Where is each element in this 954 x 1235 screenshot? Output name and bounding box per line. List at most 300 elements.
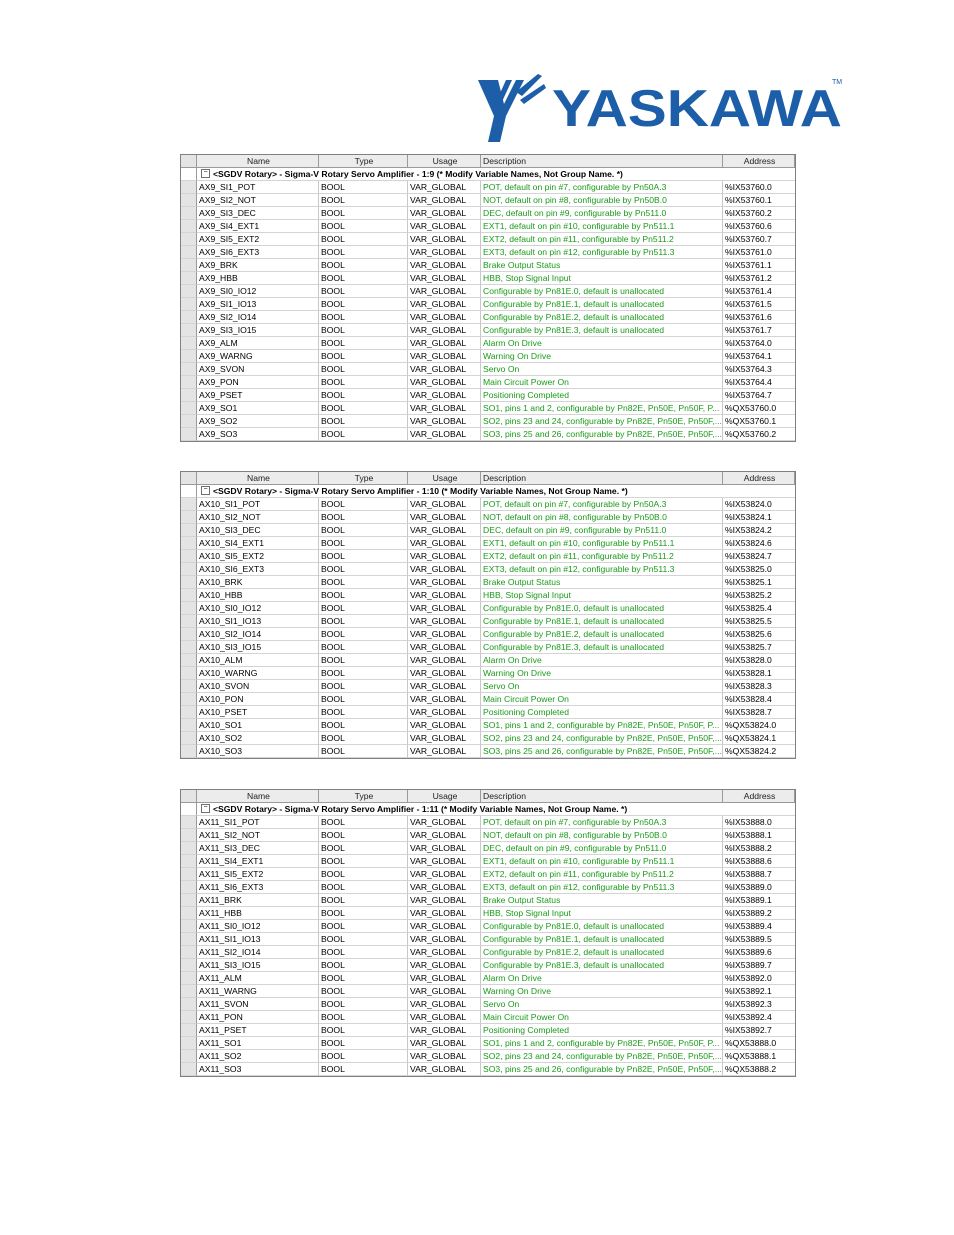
table-row[interactable] [181,415,795,428]
row-selector[interactable] [181,985,197,998]
cell-name[interactable]: AX10_SI5_EXT2 [197,550,319,563]
cell-usage[interactable]: VAR_GLOBAL [408,933,481,946]
row-selector[interactable] [181,829,197,842]
row-selector-header[interactable] [181,155,197,168]
cell-description[interactable]: Brake Output Status [481,259,723,272]
table-row[interactable] [181,641,795,654]
table-row[interactable] [181,602,795,615]
table-row[interactable] [181,842,795,855]
table-row[interactable] [181,745,795,758]
table-row[interactable] [181,563,795,576]
cell-usage[interactable]: VAR_GLOBAL [408,641,481,654]
cell-usage[interactable]: VAR_GLOBAL [408,680,481,693]
cell-name[interactable]: AX9_SI5_EXT2 [197,233,319,246]
cell-usage[interactable]: VAR_GLOBAL [408,920,481,933]
cell-type[interactable]: BOOL [319,272,408,285]
cell-description[interactable]: Positioning Completed [481,706,723,719]
row-selector[interactable] [181,998,197,1011]
row-selector[interactable] [181,972,197,985]
table-row[interactable] [181,868,795,881]
cell-description[interactable]: SO2, pins 23 and 24, configurable by Pn82E, Pn50E, Pn50F,... [483,733,722,743]
row-selector[interactable] [181,350,197,363]
column-header-description[interactable]: Description [481,155,723,168]
table-row[interactable] [181,680,795,693]
table-row[interactable] [181,537,795,550]
cell-address[interactable]: %IX53760.7 [723,233,795,246]
table-row[interactable] [181,972,795,985]
cell-name[interactable]: AX9_ALM [197,337,319,350]
cell-type[interactable]: BOOL [319,972,408,985]
cell-type[interactable]: BOOL [319,732,408,745]
cell-description[interactable]: NOT, default on pin #8, configurable by Pn50B.0 [481,511,723,524]
cell-name[interactable]: AX9_SI4_EXT1 [197,220,319,233]
cell-name[interactable]: AX11_BRK [197,894,319,907]
cell-name[interactable]: AX11_SI1_POT [197,816,319,829]
cell-name[interactable]: AX9_SI1_IO13 [197,298,319,311]
cell-type[interactable]: BOOL [319,285,408,298]
cell-name[interactable]: AX9_SI3_DEC [197,207,319,220]
cell-description[interactable]: SO2, pins 23 and 24, configurable by Pn82E, Pn50E, Pn50F,... [483,1051,722,1061]
cell-description[interactable]: SO1, pins 1 and 2, configurable by Pn82E, Pn50E, Pn50F, P... [481,719,723,732]
cell-type[interactable]: BOOL [319,1011,408,1024]
cell-description[interactable]: Servo On [481,680,723,693]
cell-address[interactable]: %IX53760.0 [723,181,795,194]
cell-name[interactable]: AX9_HBB [197,272,319,285]
cell-type[interactable]: BOOL [319,311,408,324]
table-row[interactable] [181,511,795,524]
cell-address[interactable]: %IX53892.0 [723,972,795,985]
cell-description[interactable]: Configurable by Pn81E.0, default is unallocated [481,285,723,298]
row-selector[interactable] [181,181,197,194]
table-row[interactable] [181,194,795,207]
cell-usage[interactable]: VAR_GLOBAL [408,654,481,667]
table-row[interactable] [181,998,795,1011]
row-selector[interactable] [181,933,197,946]
row-selector[interactable] [181,337,197,350]
cell-name[interactable]: AX9_SI1_POT [197,181,319,194]
row-selector[interactable] [181,1024,197,1037]
cell-usage[interactable]: VAR_GLOBAL [408,1024,481,1037]
cell-name[interactable]: AX10_SI3_DEC [197,524,319,537]
cell-usage[interactable]: VAR_GLOBAL [408,246,481,259]
cell-name[interactable]: AX10_SI0_IO12 [197,602,319,615]
cell-type[interactable]: BOOL [319,693,408,706]
cell-name[interactable]: AX11_HBB [197,907,319,920]
cell-usage[interactable]: VAR_GLOBAL [408,181,481,194]
row-selector-header[interactable] [181,790,197,803]
cell-description[interactable]: HBB, Stop Signal Input [481,907,723,920]
cell-name[interactable]: AX11_SI5_EXT2 [197,868,319,881]
cell-address[interactable]: %IX53824.7 [723,550,795,563]
cell-name[interactable]: AX10_BRK [197,576,319,589]
table-row[interactable] [181,1063,795,1076]
table-row[interactable] [181,732,795,745]
table-row[interactable] [181,829,795,842]
cell-type[interactable]: BOOL [319,233,408,246]
cell-address[interactable]: %IX53761.5 [723,298,795,311]
cell-description[interactable]: SO3, pins 25 and 26, configurable by Pn82E, Pn50E, Pn50F,... [483,1064,722,1074]
cell-usage[interactable]: VAR_GLOBAL [408,842,481,855]
cell-description[interactable]: SO3, pins 25 and 26, configurable by Pn82E, Pn50E, Pn50F,... [483,746,722,756]
cell-type[interactable]: BOOL [319,868,408,881]
row-selector[interactable] [181,855,197,868]
cell-type[interactable]: BOOL [319,298,408,311]
cell-description[interactable]: Configurable by Pn81E.2, default is unallocated [481,311,723,324]
cell-type[interactable]: BOOL [319,194,408,207]
cell-type[interactable]: BOOL [319,550,408,563]
cell-name[interactable]: AX11_SO2 [197,1050,319,1063]
collapse-toggle-icon[interactable]: − [201,486,210,495]
cell-type[interactable]: BOOL [319,1024,408,1037]
table-row[interactable] [181,933,795,946]
cell-name[interactable]: AX9_PSET [197,389,319,402]
cell-type[interactable]: BOOL [319,1037,408,1050]
cell-description[interactable]: NOT, default on pin #8, configurable by Pn50B.0 [481,829,723,842]
cell-type[interactable]: BOOL [319,576,408,589]
table-row[interactable] [181,881,795,894]
cell-type[interactable]: BOOL [319,181,408,194]
cell-name[interactable]: AX9_SO3 [197,428,319,441]
cell-name[interactable]: AX11_SI3_DEC [197,842,319,855]
cell-usage[interactable]: VAR_GLOBAL [408,428,481,441]
cell-address[interactable]: %IX53824.0 [723,498,795,511]
cell-address[interactable]: %IX53888.7 [723,868,795,881]
cell-type[interactable]: BOOL [319,376,408,389]
cell-usage[interactable]: VAR_GLOBAL [408,589,481,602]
cell-address[interactable]: %IX53761.7 [723,324,795,337]
cell-description[interactable]: Main Circuit Power On [481,376,723,389]
cell-name[interactable]: AX10_PSET [197,706,319,719]
table-row[interactable] [181,1037,795,1050]
cell-description[interactable]: Alarm On Drive [481,337,723,350]
row-selector[interactable] [181,324,197,337]
row-selector[interactable] [181,428,197,441]
column-header-address[interactable]: Address [723,472,795,485]
cell-address[interactable]: %IX53888.0 [723,816,795,829]
cell-type[interactable]: BOOL [319,667,408,680]
cell-address[interactable]: %IX53760.6 [723,220,795,233]
table-row[interactable] [181,907,795,920]
row-selector[interactable] [181,654,197,667]
row-selector[interactable] [181,537,197,550]
cell-description[interactable]: EXT2, default on pin #11, configurable by Pn511.2 [481,868,723,881]
cell-name[interactable]: AX10_SVON [197,680,319,693]
cell-address[interactable]: %QX53824.1 [723,732,795,745]
cell-name[interactable]: AX10_SO1 [197,719,319,732]
row-selector[interactable] [181,376,197,389]
cell-address[interactable]: %IX53764.7 [723,389,795,402]
row-selector[interactable] [181,194,197,207]
row-selector[interactable] [181,615,197,628]
cell-usage[interactable]: VAR_GLOBAL [408,524,481,537]
row-selector[interactable] [181,168,197,181]
row-selector[interactable] [181,485,197,498]
cell-usage[interactable]: VAR_GLOBAL [408,550,481,563]
cell-usage[interactable]: VAR_GLOBAL [408,693,481,706]
row-selector[interactable] [181,259,197,272]
row-selector[interactable] [181,415,197,428]
cell-usage[interactable]: VAR_GLOBAL [408,868,481,881]
cell-address[interactable]: %IX53889.6 [723,946,795,959]
cell-name[interactable]: AX11_SI2_IO14 [197,946,319,959]
cell-type[interactable]: BOOL [319,719,408,732]
cell-usage[interactable]: VAR_GLOBAL [408,628,481,641]
cell-usage[interactable]: VAR_GLOBAL [408,415,481,428]
row-selector[interactable] [181,272,197,285]
cell-description[interactable]: Brake Output Status [481,576,723,589]
table-row[interactable] [181,233,795,246]
cell-usage[interactable]: VAR_GLOBAL [408,207,481,220]
row-selector[interactable] [181,842,197,855]
cell-name[interactable]: AX9_SO1 [197,402,319,415]
cell-type[interactable]: BOOL [319,946,408,959]
row-selector[interactable] [181,285,197,298]
cell-name[interactable]: AX11_SVON [197,998,319,1011]
cell-usage[interactable]: VAR_GLOBAL [408,194,481,207]
row-selector[interactable] [181,628,197,641]
cell-name[interactable]: AX9_PON [197,376,319,389]
cell-address[interactable]: %IX53825.0 [723,563,795,576]
table-row[interactable] [181,389,795,402]
cell-type[interactable]: BOOL [319,959,408,972]
cell-description[interactable]: EXT3, default on pin #12, configurable by Pn511.3 [481,881,723,894]
row-selector[interactable] [181,1063,197,1076]
table-row[interactable] [181,628,795,641]
cell-name[interactable]: AX10_SI3_IO15 [197,641,319,654]
cell-usage[interactable]: VAR_GLOBAL [408,972,481,985]
cell-address[interactable]: %IX53889.0 [723,881,795,894]
table-row[interactable] [181,589,795,602]
cell-type[interactable]: BOOL [319,1063,408,1076]
column-header-description[interactable]: Description [481,790,723,803]
cell-address[interactable]: %IX53828.0 [723,654,795,667]
row-selector[interactable] [181,745,197,758]
row-selector[interactable] [181,311,197,324]
cell-description[interactable]: Servo On [481,998,723,1011]
cell-usage[interactable]: VAR_GLOBAL [408,1011,481,1024]
cell-type[interactable]: BOOL [319,654,408,667]
cell-usage[interactable]: VAR_GLOBAL [408,946,481,959]
cell-usage[interactable]: VAR_GLOBAL [408,220,481,233]
table-row[interactable] [181,402,795,415]
cell-type[interactable]: BOOL [319,855,408,868]
cell-name[interactable]: AX9_BRK [197,259,319,272]
table-row[interactable] [181,959,795,972]
row-selector[interactable] [181,680,197,693]
table-row[interactable] [181,337,795,350]
table-row[interactable] [181,246,795,259]
cell-description[interactable]: Positioning Completed [481,389,723,402]
table-row[interactable] [181,894,795,907]
cell-usage[interactable]: VAR_GLOBAL [408,259,481,272]
cell-address[interactable]: %IX53889.1 [723,894,795,907]
cell-address[interactable]: %IX53761.0 [723,246,795,259]
cell-name[interactable]: AX11_SO3 [197,1063,319,1076]
cell-address[interactable]: %IX53761.4 [723,285,795,298]
cell-description[interactable]: POT, default on pin #7, configurable by Pn50A.3 [481,498,723,511]
cell-usage[interactable]: VAR_GLOBAL [408,337,481,350]
cell-description[interactable]: Alarm On Drive [481,654,723,667]
cell-name[interactable]: AX11_SI6_EXT3 [197,881,319,894]
cell-description[interactable]: Warning On Drive [481,985,723,998]
cell-type[interactable]: BOOL [319,894,408,907]
cell-description[interactable]: Main Circuit Power On [481,1011,723,1024]
cell-description[interactable]: EXT1, default on pin #10, configurable by Pn511.1 [481,537,723,550]
cell-address[interactable]: %IX53825.7 [723,641,795,654]
row-selector[interactable] [181,389,197,402]
cell-address[interactable]: %IX53828.4 [723,693,795,706]
cell-name[interactable]: AX10_SI1_IO13 [197,615,319,628]
cell-address[interactable]: %IX53828.1 [723,667,795,680]
cell-usage[interactable]: VAR_GLOBAL [408,537,481,550]
cell-address[interactable]: %QX53824.0 [723,719,795,732]
cell-address[interactable]: %IX53828.7 [723,706,795,719]
table-row[interactable] [181,816,795,829]
cell-description[interactable]: Configurable by Pn81E.0, default is unallocated [481,602,723,615]
table-row[interactable] [181,693,795,706]
cell-type[interactable]: BOOL [319,324,408,337]
cell-type[interactable]: BOOL [319,920,408,933]
cell-type[interactable]: BOOL [319,829,408,842]
cell-description[interactable]: NOT, default on pin #8, configurable by Pn50B.0 [481,194,723,207]
cell-description[interactable]: EXT3, default on pin #12, configurable by Pn511.3 [481,246,723,259]
cell-type[interactable]: BOOL [319,933,408,946]
table-row[interactable] [181,719,795,732]
row-selector[interactable] [181,1037,197,1050]
cell-type[interactable]: BOOL [319,415,408,428]
cell-usage[interactable]: VAR_GLOBAL [408,816,481,829]
row-selector[interactable] [181,667,197,680]
cell-address[interactable]: %IX53888.1 [723,829,795,842]
row-selector[interactable] [181,246,197,259]
cell-usage[interactable]: VAR_GLOBAL [408,389,481,402]
cell-description[interactable]: Alarm On Drive [481,972,723,985]
cell-name[interactable]: AX10_SI2_NOT [197,511,319,524]
column-header-address[interactable]: Address [723,790,795,803]
cell-name[interactable]: AX10_HBB [197,589,319,602]
cell-usage[interactable]: VAR_GLOBAL [408,498,481,511]
cell-address[interactable]: %IX53889.4 [723,920,795,933]
cell-description[interactable]: Main Circuit Power On [481,693,723,706]
cell-usage[interactable]: VAR_GLOBAL [408,511,481,524]
cell-description[interactable]: Brake Output Status [481,894,723,907]
cell-address[interactable]: %QX53888.1 [723,1050,795,1063]
cell-name[interactable]: AX11_SI4_EXT1 [197,855,319,868]
cell-address[interactable]: %IX53889.5 [723,933,795,946]
cell-name[interactable]: AX10_PON [197,693,319,706]
cell-description[interactable]: EXT2, default on pin #11, configurable by Pn511.2 [481,550,723,563]
cell-description[interactable]: EXT1, default on pin #10, configurable by Pn511.1 [481,220,723,233]
table-row[interactable] [181,259,795,272]
cell-address[interactable]: %IX53825.2 [723,589,795,602]
table-row[interactable] [181,298,795,311]
row-selector[interactable] [181,946,197,959]
cell-type[interactable]: BOOL [319,907,408,920]
column-header-name[interactable]: Name [197,155,319,168]
row-selector[interactable] [181,803,197,816]
row-selector[interactable] [181,402,197,415]
cell-type[interactable]: BOOL [319,337,408,350]
cell-name[interactable]: AX10_SI4_EXT1 [197,537,319,550]
row-selector[interactable] [181,693,197,706]
cell-usage[interactable]: VAR_GLOBAL [408,1037,481,1050]
cell-name[interactable]: AX10_SO2 [197,732,319,745]
row-selector[interactable] [181,524,197,537]
table-row[interactable] [181,576,795,589]
cell-type[interactable]: BOOL [319,428,408,441]
table-row[interactable] [181,220,795,233]
cell-usage[interactable]: VAR_GLOBAL [408,907,481,920]
table-row[interactable] [181,363,795,376]
row-selector[interactable] [181,641,197,654]
cell-name[interactable]: AX9_SI3_IO15 [197,324,319,337]
table-row[interactable] [181,1024,795,1037]
row-selector[interactable] [181,1050,197,1063]
cell-type[interactable]: BOOL [319,998,408,1011]
cell-type[interactable]: BOOL [319,537,408,550]
cell-type[interactable]: BOOL [319,615,408,628]
cell-description[interactable]: DEC, default on pin #9, configurable by Pn511.0 [481,207,723,220]
cell-description[interactable]: Configurable by Pn81E.3, default is unallocated [481,641,723,654]
table-row[interactable] [181,855,795,868]
cell-address[interactable]: %IX53764.4 [723,376,795,389]
row-selector[interactable] [181,563,197,576]
table-row[interactable] [181,667,795,680]
cell-name[interactable]: AX10_SI1_POT [197,498,319,511]
row-selector-header[interactable] [181,472,197,485]
table-row[interactable] [181,181,795,194]
cell-usage[interactable]: VAR_GLOBAL [408,233,481,246]
cell-usage[interactable]: VAR_GLOBAL [408,985,481,998]
cell-type[interactable]: BOOL [319,389,408,402]
cell-description[interactable]: Configurable by Pn81E.2, default is unallocated [481,628,723,641]
cell-address[interactable]: %IX53888.2 [723,842,795,855]
cell-description[interactable]: Configurable by Pn81E.1, default is unallocated [481,298,723,311]
table-row[interactable] [181,272,795,285]
cell-type[interactable]: BOOL [319,220,408,233]
cell-name[interactable]: AX9_WARNG [197,350,319,363]
cell-name[interactable]: AX10_WARNG [197,667,319,680]
column-header-type[interactable]: Type [319,155,408,168]
cell-address[interactable]: %QX53888.2 [723,1063,795,1076]
row-selector[interactable] [181,498,197,511]
cell-type[interactable]: BOOL [319,1050,408,1063]
row-selector[interactable] [181,589,197,602]
cell-address[interactable]: %IX53764.0 [723,337,795,350]
table-row[interactable] [181,376,795,389]
row-selector[interactable] [181,363,197,376]
table-row[interactable] [181,550,795,563]
cell-address[interactable]: %IX53760.2 [723,207,795,220]
row-selector[interactable] [181,920,197,933]
cell-usage[interactable]: VAR_GLOBAL [408,563,481,576]
cell-name[interactable]: AX9_SI2_NOT [197,194,319,207]
row-selector[interactable] [181,550,197,563]
column-header-usage[interactable]: Usage [408,155,481,168]
row-selector[interactable] [181,602,197,615]
cell-usage[interactable]: VAR_GLOBAL [408,732,481,745]
cell-description[interactable]: Warning On Drive [481,350,723,363]
cell-type[interactable]: BOOL [319,985,408,998]
cell-usage[interactable]: VAR_GLOBAL [408,667,481,680]
cell-description[interactable]: DEC, default on pin #9, configurable by Pn511.0 [481,524,723,537]
cell-type[interactable]: BOOL [319,402,408,415]
cell-usage[interactable]: VAR_GLOBAL [408,602,481,615]
table-row[interactable] [181,1050,795,1063]
cell-description[interactable]: SO1, pins 1 and 2, configurable by Pn82E, Pn50E, Pn50F, P... [481,1037,723,1050]
cell-description[interactable]: Configurable by Pn81E.3, default is unallocated [481,959,723,972]
cell-description[interactable]: Configurable by Pn81E.0, default is unallocated [481,920,723,933]
